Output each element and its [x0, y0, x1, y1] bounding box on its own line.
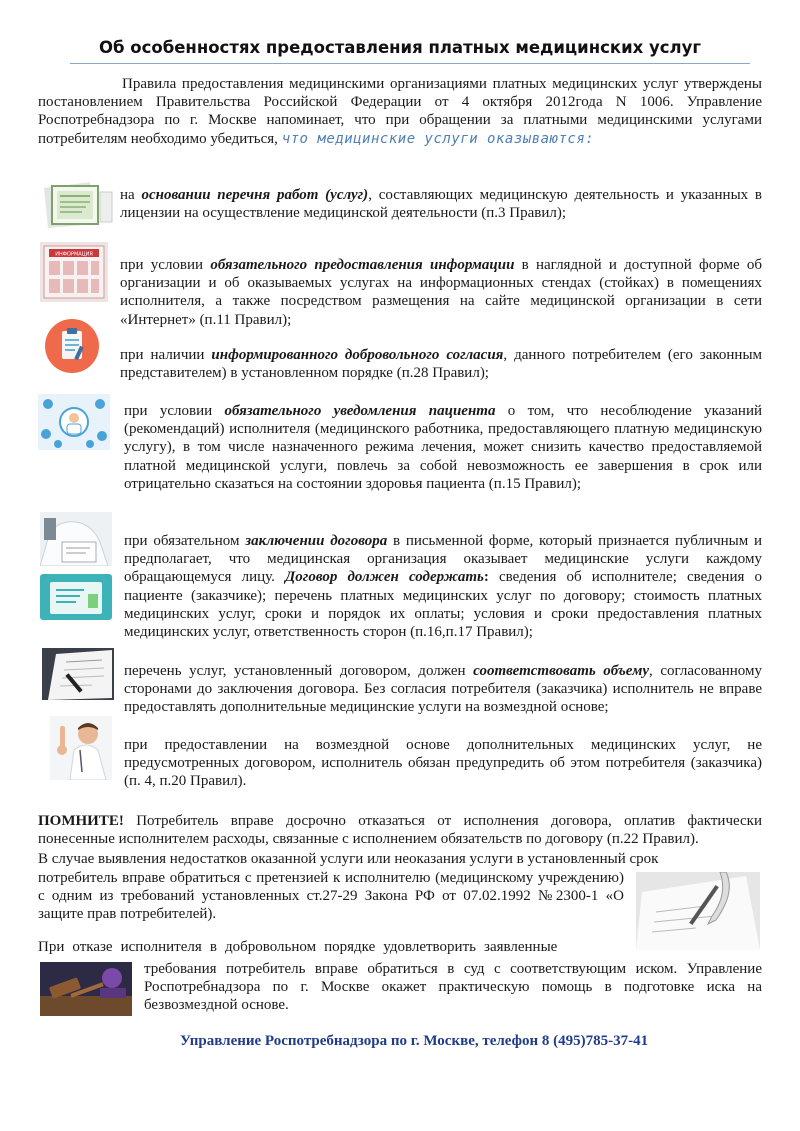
license-certificate-icon: [38, 180, 114, 230]
item-license: на основании перечня работ (услуг), составляющих медицинскую деятельность и указанных в лицензии на осуществление медицинской деятельности (п.3 Правил);: [120, 187, 763, 222]
page-title: Об особенностях предоставления платных медицинских услуг: [98, 38, 702, 57]
consent-clipboard-icon: [44, 318, 100, 374]
court-line-1: При отказе исполнителя в добровольном порядке удовлетворить заявленные: [38, 939, 558, 955]
court-gavel-icon: [40, 962, 132, 1016]
item-information: при условии обязательного предоставления информации в наглядной и доступной форме об организации и об оказываемых услугах на информационных стендах (стойках) в помещениях исполнителя, а также посредством размещения на сайте медицинской организации в сети «Интернет» (п.11 Правил);: [120, 257, 762, 328]
court-rest: требования потребитель вправе обратиться в суд с соответствующим иском. Управление Роспотребнадзора по г. Москве окажет практическую помощь в подготовке иска на безвозмездной основе.: [144, 961, 762, 1014]
item-volume: перечень услуг, установленный договором, должен соответствовать объему, согласованному сторонами до заключения договора. Без согласия потребителя (заказчика) исполнитель не вправе предоставлять дополнительные медицинские услуги на возмездной основе;: [124, 663, 763, 716]
item-notification: при условии обязательного уведомления пациента о том, что несоблюдение указаний (рекомендаций) исполнителя (медицинского работника, предоставляющего платную медицинскую услугу), в том числе назначенного режима лечения, может снизить качество предоставляемой платной медицинской услуги, повлечь за собой невозможность ее завершения в срок или отрицательно сказаться на состоянии здоровья пациента (п.15 Правил);: [124, 403, 762, 492]
item-additional-services: при предоставлении на возмездной основе дополнительных медицинских услуг, не предусмотренных договором, исполнитель обязан предупредить об этом потребителя (заказчика) (п. 4, п.20 Правил).: [124, 737, 762, 790]
defects-rest: потребитель вправе обратиться с претензией к исполнителю (медицинскому учреждению) с одним из требований установленных ст.27-29 Закона РФ от 07.02.1992 №2300-1 «О защите прав потребителей).: [38, 870, 624, 923]
info-board-icon: [40, 242, 108, 302]
doctor-notification-icon: [38, 394, 110, 450]
pen-document-icon: [636, 872, 760, 950]
intro-accent: что медицинские услуги оказываются:: [281, 130, 595, 147]
title-divider: [70, 63, 750, 64]
remember-label: ПОМНИТЕ!: [38, 813, 124, 829]
item-contract: при обязательном заключении договора в письменной форме, который признается публичным и предполагает, что медицинская организация оказывает медицинские услуги каждому обращающемуся лицу. Договор должен содержать: сведения об исполнителе; сведения о пациенте (заказчике); перечень платных медицинских услуг по договору; стоимость платных медицинских услуг, сроки и порядок их оплаты; условия и сроки предоставления платных медицинских услуг, ответственность сторон (п.16,п.17 Правил);: [124, 533, 763, 641]
info-board-label: ИНФОРМАЦИЯ: [55, 251, 93, 258]
contract-card-icon: [40, 574, 112, 620]
signing-contract-icon: [42, 648, 114, 700]
doctor-writing-icon: [40, 512, 112, 566]
defects-line-1: В случае выявления недостатков оказанной услуги или неоказания услуги в установленный срок: [38, 851, 659, 867]
intro-paragraph: [38, 75, 762, 148]
intro-text: Правила предоставления медицинскими организациями платных медицинских услуг утверждены постановлением Правительства Российской Федерации от 4 октября 2012года N 1006. Управление Роспотребнадзора по г. Москве напоминает, что при обращении за платными медицинскими услугами потребителям необходимо убедиться,: [38, 76, 762, 147]
footer-contact: Управление Роспотребнадзора по г. Москве, телефон 8 (495)785-37-41: [180, 1033, 649, 1049]
doctor-warning-icon: [50, 716, 112, 780]
remember-paragraph: ПОМНИТЕ! Потребитель вправе досрочно отказаться от исполнения договора, оплатив фактически понесенные исполнителем расходы, связанные с исполнением обязательств по договору (п.22 Правил).: [38, 813, 762, 848]
item-consent: при наличии информированного добровольного согласия, данного потребителем (его законным представителем) в установленном порядке (п.28 Правил);: [120, 347, 763, 382]
